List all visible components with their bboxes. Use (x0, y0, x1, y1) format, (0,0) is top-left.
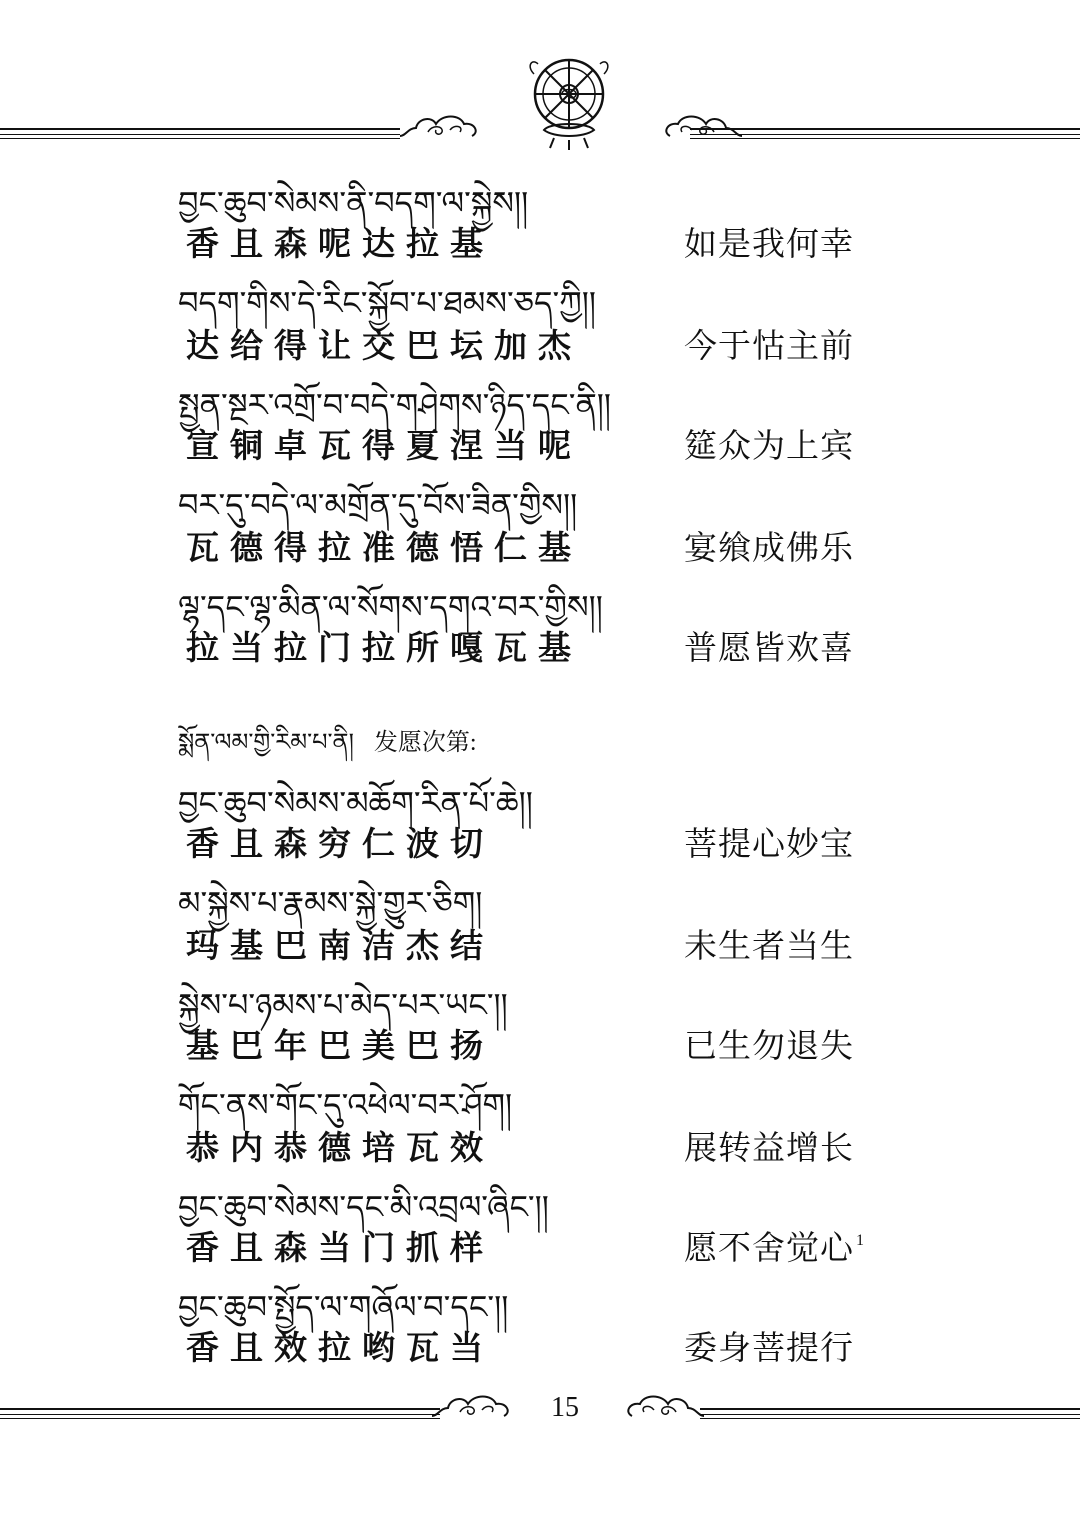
tibetan-line: བར་དུ་བདེ་ལ་མགྲོན་དུ་བོས་ཟིན་གྱིས།། (178, 486, 578, 524)
page-number: 15 (551, 1392, 579, 1423)
tibetan-line: མ་སྐྱེས་པ་རྣམས་སྐྱེ་གྱུར་ཅིག། (178, 884, 483, 922)
bottom-rule-right-thin2 (700, 1418, 1080, 1419)
top-rule-right-thin2 (690, 138, 1080, 139)
cloud-ornament-icon (662, 108, 744, 140)
section-heading-tibetan: སྨོན་ལམ་གྱི་རིམ་པ་ནི། (178, 728, 354, 756)
tibetan-line: སྤྱན་སྔར་འགྲོ་བ་བདེ་གཤེགས་ཉིད་དང་ནི།། (178, 386, 611, 424)
chinese-line: 委身菩提行 (684, 1331, 854, 1367)
transliteration-line: 瓦德得拉准德悟仁基 (186, 531, 582, 567)
tibetan-line: བདག་གིས་དེ་རིང་སྐྱོབ་པ་ཐམས་ཅད་ཀྱི།། (178, 284, 597, 322)
tibetan-line: བྱང་ཆུབ་སྤྱོད་ལ་གཞོལ་བ་དང་།། (178, 1288, 509, 1326)
tibetan-line: བྱང་ཆུབ་སེམས་དང་མི་འབྲལ་ཞིང་།། (178, 1188, 549, 1226)
section-heading-chinese: 发愿次第: (373, 730, 477, 756)
bottom-rule-left (0, 1408, 440, 1410)
dharma-wheel-icon (524, 52, 614, 152)
chinese-line-text: 愿不舍觉心 (684, 1231, 854, 1267)
transliteration-line: 香且森呢达拉基 (186, 227, 494, 263)
bottom-rule-left-thin (0, 1414, 440, 1415)
transliteration-line: 基巴年巴美巴扬 (186, 1029, 494, 1065)
chinese-line: 已生勿退失 (684, 1029, 854, 1065)
transliteration-line: 恭内恭德培瓦效 (186, 1131, 494, 1167)
chinese-line: 菩提心妙宝 (684, 827, 854, 863)
cloud-ornament-icon (430, 1388, 512, 1420)
chinese-line (684, 1222, 865, 1269)
transliteration-line: 玛基巴南洁杰结 (186, 929, 494, 965)
chinese-line: 未生者当生 (684, 929, 854, 965)
bottom-rule-right-thin (700, 1414, 1080, 1415)
cloud-ornament-icon (398, 108, 480, 140)
transliteration-line: 香且森当门抓样 (186, 1231, 494, 1267)
chinese-line: 宴飨成佛乐 (684, 531, 854, 567)
tibetan-line: བྱང་ཆུབ་སེམས་ནི་བདག་ལ་སྐྱེས།། (178, 184, 529, 222)
tibetan-line: ལྷ་དང་ལྷ་མིན་ལ་སོགས་དགའ་བར་གྱིས།། (178, 588, 603, 626)
footnote-marker: 1 (856, 1232, 865, 1249)
bottom-rule-left-thin2 (0, 1418, 440, 1419)
cloud-ornament-icon (624, 1388, 706, 1420)
tibetan-line: བྱང་ཆུབ་སེམས་མཆོག་རིན་པོ་ཆེ།། (178, 784, 533, 822)
transliteration-line: 香且效拉哟瓦当 (186, 1331, 494, 1367)
transliteration-line: 香且森穷仁波切 (186, 827, 494, 863)
top-rule-right-thin (690, 134, 1080, 135)
top-rule-left-thin (0, 134, 400, 135)
transliteration-line: 达给得让交巴坛加杰 (186, 329, 582, 365)
top-rule-left-thin2 (0, 138, 400, 139)
transliteration-line: 拉当拉门拉所嘎瓦基 (186, 631, 582, 667)
transliteration-line: 宣铜卓瓦得夏涅当呢 (186, 429, 582, 465)
top-rule-right (690, 128, 1080, 130)
tibetan-line: སྐྱེས་པ་ཉམས་པ་མེད་པར་ཡང་།། (178, 986, 508, 1024)
chinese-line: 如是我何幸 (684, 227, 854, 263)
chinese-line: 筵众为上宾 (684, 429, 854, 465)
chinese-line: 展转益增长 (684, 1131, 854, 1167)
bottom-rule-right (700, 1408, 1080, 1410)
tibetan-line: གོང་ནས་གོང་དུ་འཕེལ་བར་ཤོག། (178, 1086, 513, 1124)
top-rule-left (0, 128, 400, 130)
chinese-line: 普愿皆欢喜 (684, 631, 854, 667)
chinese-line: 今于怙主前 (684, 329, 854, 365)
